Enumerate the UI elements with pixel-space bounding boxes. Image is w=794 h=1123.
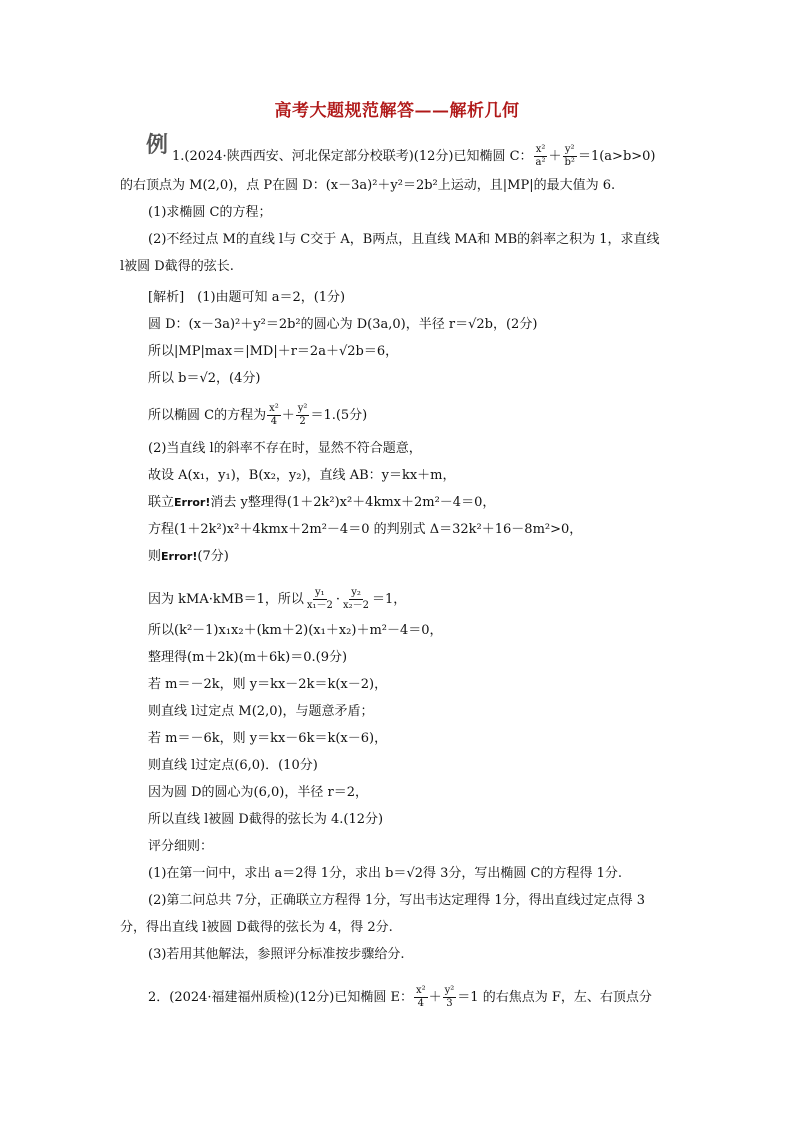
question2-line1: (2)不经过点 M的直线 l与 C交于 A，B两点，且直线 MA和 MB的斜率之积为 1，求直线 (148, 232, 660, 247)
solution-part2-line1: (2)当直线 l的斜率不存在时，显然不符合题意， (148, 441, 422, 456)
solution-step2: 圆 D：(x－3a)²＋y²＝2b²的圆心为 D(3a,0)，半径 r＝√2b，(2分) (148, 317, 538, 332)
solution-part2-line13: 因为圆 D的圆心为(6,0)，半径 r＝2， (148, 785, 368, 800)
solution-part2-line9: 若 m＝－2k，则 y＝kx－2k＝k(x－2)， (148, 677, 388, 692)
solution-part2-line7: 所以(k²－1)x₁x₂＋(km＋2)(x₁＋x₂)＋m²－4＝0， (148, 623, 443, 638)
solution-part2-line10: 则直线 l过定点 M(2,0)，与题意矛盾； (148, 704, 374, 719)
problem1-line2: 的右顶点为 M(2,0)，点 P在圆 D：(x－3a)²＋y²＝2b²上运动，且|MP|的最大值为 6. (120, 178, 616, 193)
fraction-y2-2: $\frac{\text{y²}}{2}$ (297, 403, 308, 427)
question2-line2: l被圆 D截得的弦长. (120, 259, 234, 274)
solution-part2-line6: 因为 kMA·kMB＝1，所以 $\frac{\text{y₁}}{\text{x₁－2}}$ · $\frac{\text{y₂}}{\text{x₂－2}}$ ＝1， (148, 587, 407, 611)
solution-part2-line8: 整理得(m＋2k)(m＋6k)＝0.(9分) (148, 650, 348, 665)
fraction-y2-3: $\frac{\text{y²}}{3}$ (444, 985, 455, 1009)
solution-part2-line2: 故设 A(x₁，y₁)，B(x₂，y₂)，直线 AB：y＝kx＋m， (148, 468, 456, 483)
fraction-x2-4: $\frac{\text{x²}}{4}$ (415, 985, 426, 1009)
question1: (1)求椭圆 C的方程； (148, 205, 272, 220)
solution-part2-line14: 所以直线 l被圆 D截得的弦长为 4.(12分) (148, 812, 384, 827)
grading-heading: 评分细则： (148, 839, 214, 854)
grading-rule1: (1)在第一问中，求出 a＝2得 1分，求出 b＝√2得 3分，写出椭圆 C的方程得 1分. (148, 866, 623, 881)
grading-rule2-line2: 分，得出直线 l被圆 D截得的弦长为 4，得 2分. (120, 920, 393, 935)
example-label: 例 (146, 133, 169, 158)
problem1-line1: 1.(2024·陕西西安、河北保定部分校联考)(12分)已知椭圆 C： $\frac{\text{x²}}{\text{a²}}$ ＋ $\frac{\text{y²}}{\text{b²}}$ ＝1(a>b>0) (172, 144, 656, 168)
problem2-line1: 2．(2024·福建福州质检)(12分)已知椭圆 E： $\frac{\text{x²}}{4}$ ＋ $\frac{\text{y²}}{3}$ ＝1 的右焦点为 F，左、右顶点分 (148, 985, 652, 1009)
fraction-y2-b2: $\frac{\text{y²}}{\text{b²}}$ (564, 144, 575, 168)
solution-part2-line4: 方程(1＋2k²)x²＋4kmx＋2m²－4＝0 的判别式 Δ＝32k²＋16－8m²>0， (148, 522, 583, 537)
grading-rule3: (3)若用其他解法，参照评分标准按步骤给分. (148, 947, 405, 962)
solution-step1: [解析] (1)由题可知 a＝2，(1分) (148, 290, 346, 305)
solution-step5: 所以椭圆 C的方程为 $\frac{\text{x²}}{4}$ ＋ $\frac{\text{y²}}{2}$ ＝1.(5分) (148, 403, 368, 427)
solution-step3: 所以|MP|max＝|MD|＋r＝2a＋√2b＝6， (148, 344, 399, 359)
fraction-y1-x1: $\frac{\text{y₁}}{\text{x₁－2}}$ (306, 587, 333, 611)
grading-rule2-line1: (2)第二问总共 7分，正确联立方程得 1分，写出韦达定理得 1分，得出直线过定点得 3 (148, 893, 646, 908)
solution-part2-line3: 联立Error!消去 y整理得(1＋2k²)x²＋4kmx＋2m²－4＝0， (148, 495, 496, 510)
solution-part2-line5: 则Error!(7分) (148, 549, 229, 564)
solution-part2-line12: 则直线 l过定点(6,0)．(10分) (148, 758, 318, 773)
solution-part2-line11: 若 m＝－6k，则 y＝kx－6k＝k(x－6)， (148, 731, 388, 746)
fraction-x2-4: $\frac{\text{x²}}{4}$ (269, 403, 279, 427)
fraction-x2-a2: $\frac{\text{x²}}{\text{a²}}$ (535, 144, 546, 168)
page-title: 高考大题规范解答——解析几何 (274, 101, 520, 121)
error-marker: Error! (174, 496, 211, 509)
error-marker: Error! (161, 550, 198, 563)
solution-step4: 所以 b＝√2，(4分) (148, 371, 261, 386)
fraction-y2-x2: $\frac{\text{y₂}}{\text{x₂－2}}$ (343, 587, 370, 611)
